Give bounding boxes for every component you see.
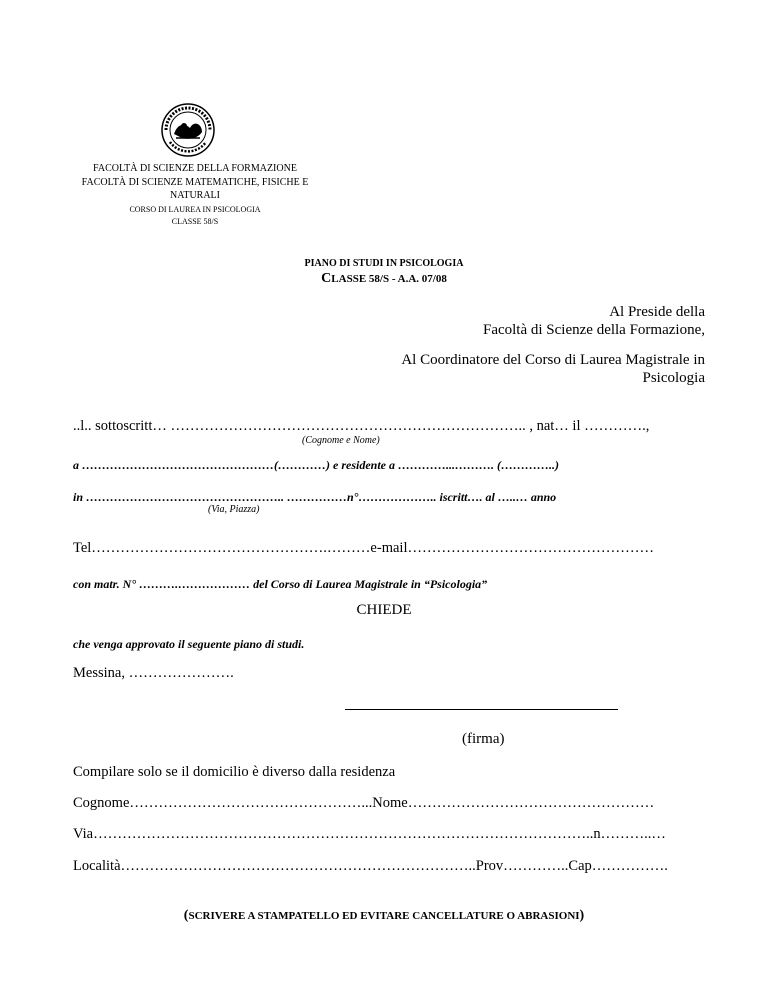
footer-instruction: (SCRIVERE A STAMPATELLO ED EVITARE CANCELLATURE O ABRASIONI) [183, 908, 585, 923]
undersigned-line[interactable]: ..l.. sottoscritt… ……………………………………………………………….. , nat… il …………., [73, 418, 650, 434]
form-title: PIANO DI STUDI IN PSICOLOGIA [304, 258, 464, 269]
locality-line[interactable]: Località………………………………………………………………..Prov…………..Cap……………. [73, 858, 668, 874]
name-note: (Cognome e Nome) [302, 435, 380, 446]
faculty-name-1: FACOLTÀ DI SCIENZE DELLA FORMAZIONE [93, 163, 297, 174]
recipient-line-3: Al Coordinatore del Corso di Laurea Magistrale in [401, 352, 705, 368]
surname-name-line[interactable]: Cognome…………………………………………...Nome…………………………………………… [73, 795, 655, 811]
university-seal-logo [160, 102, 216, 158]
street-note: (Via, Piazza) [208, 504, 260, 515]
residence-line[interactable]: a …………………………………………(…………) e residente a …………...………. (…………..) [73, 458, 559, 472]
recipient-line-1: Al Preside della [609, 304, 705, 320]
address-line[interactable]: in ………………………………………….. ……………n°……………….. iscritt…. al …..… anno [73, 490, 557, 504]
street-number-line[interactable]: Via…………………………………………………………………………………………..n………..… [73, 826, 666, 842]
form-subtitle: CLASSE 58/S - A.A. 07/08 [321, 271, 447, 286]
tel-email-line[interactable]: Tel………………………………………….………e-mail…………………………………………… [73, 540, 654, 556]
matricola-line[interactable]: con matr. N° ……….……………… del Corso di Laurea Magistrale in “Psicologia” [73, 577, 488, 591]
domicile-instruction: Compilare solo se il domicilio è diverso dalla residenza [73, 764, 396, 780]
faculty-name-3: NATURALI [170, 190, 220, 201]
class-name: CLASSE 58/S [171, 217, 219, 226]
place-date-line[interactable]: Messina, …………………. [73, 665, 234, 681]
course-name: CORSO DI LAUREA IN PSICOLOGIA [129, 205, 261, 214]
chiede-heading: CHIEDE [356, 602, 412, 618]
faculty-name-2: FACOLTÀ DI SCIENZE MATEMATICHE, FISICHE E [81, 177, 309, 188]
signature-label: (firma) [462, 731, 505, 747]
recipient-line-4: Psicologia [642, 370, 705, 386]
approval-request: che venga approvato il seguente piano di studi. [73, 637, 305, 651]
recipient-line-2: Facoltà di Scienze della Formazione, [482, 322, 705, 338]
signature-line[interactable] [345, 709, 618, 710]
